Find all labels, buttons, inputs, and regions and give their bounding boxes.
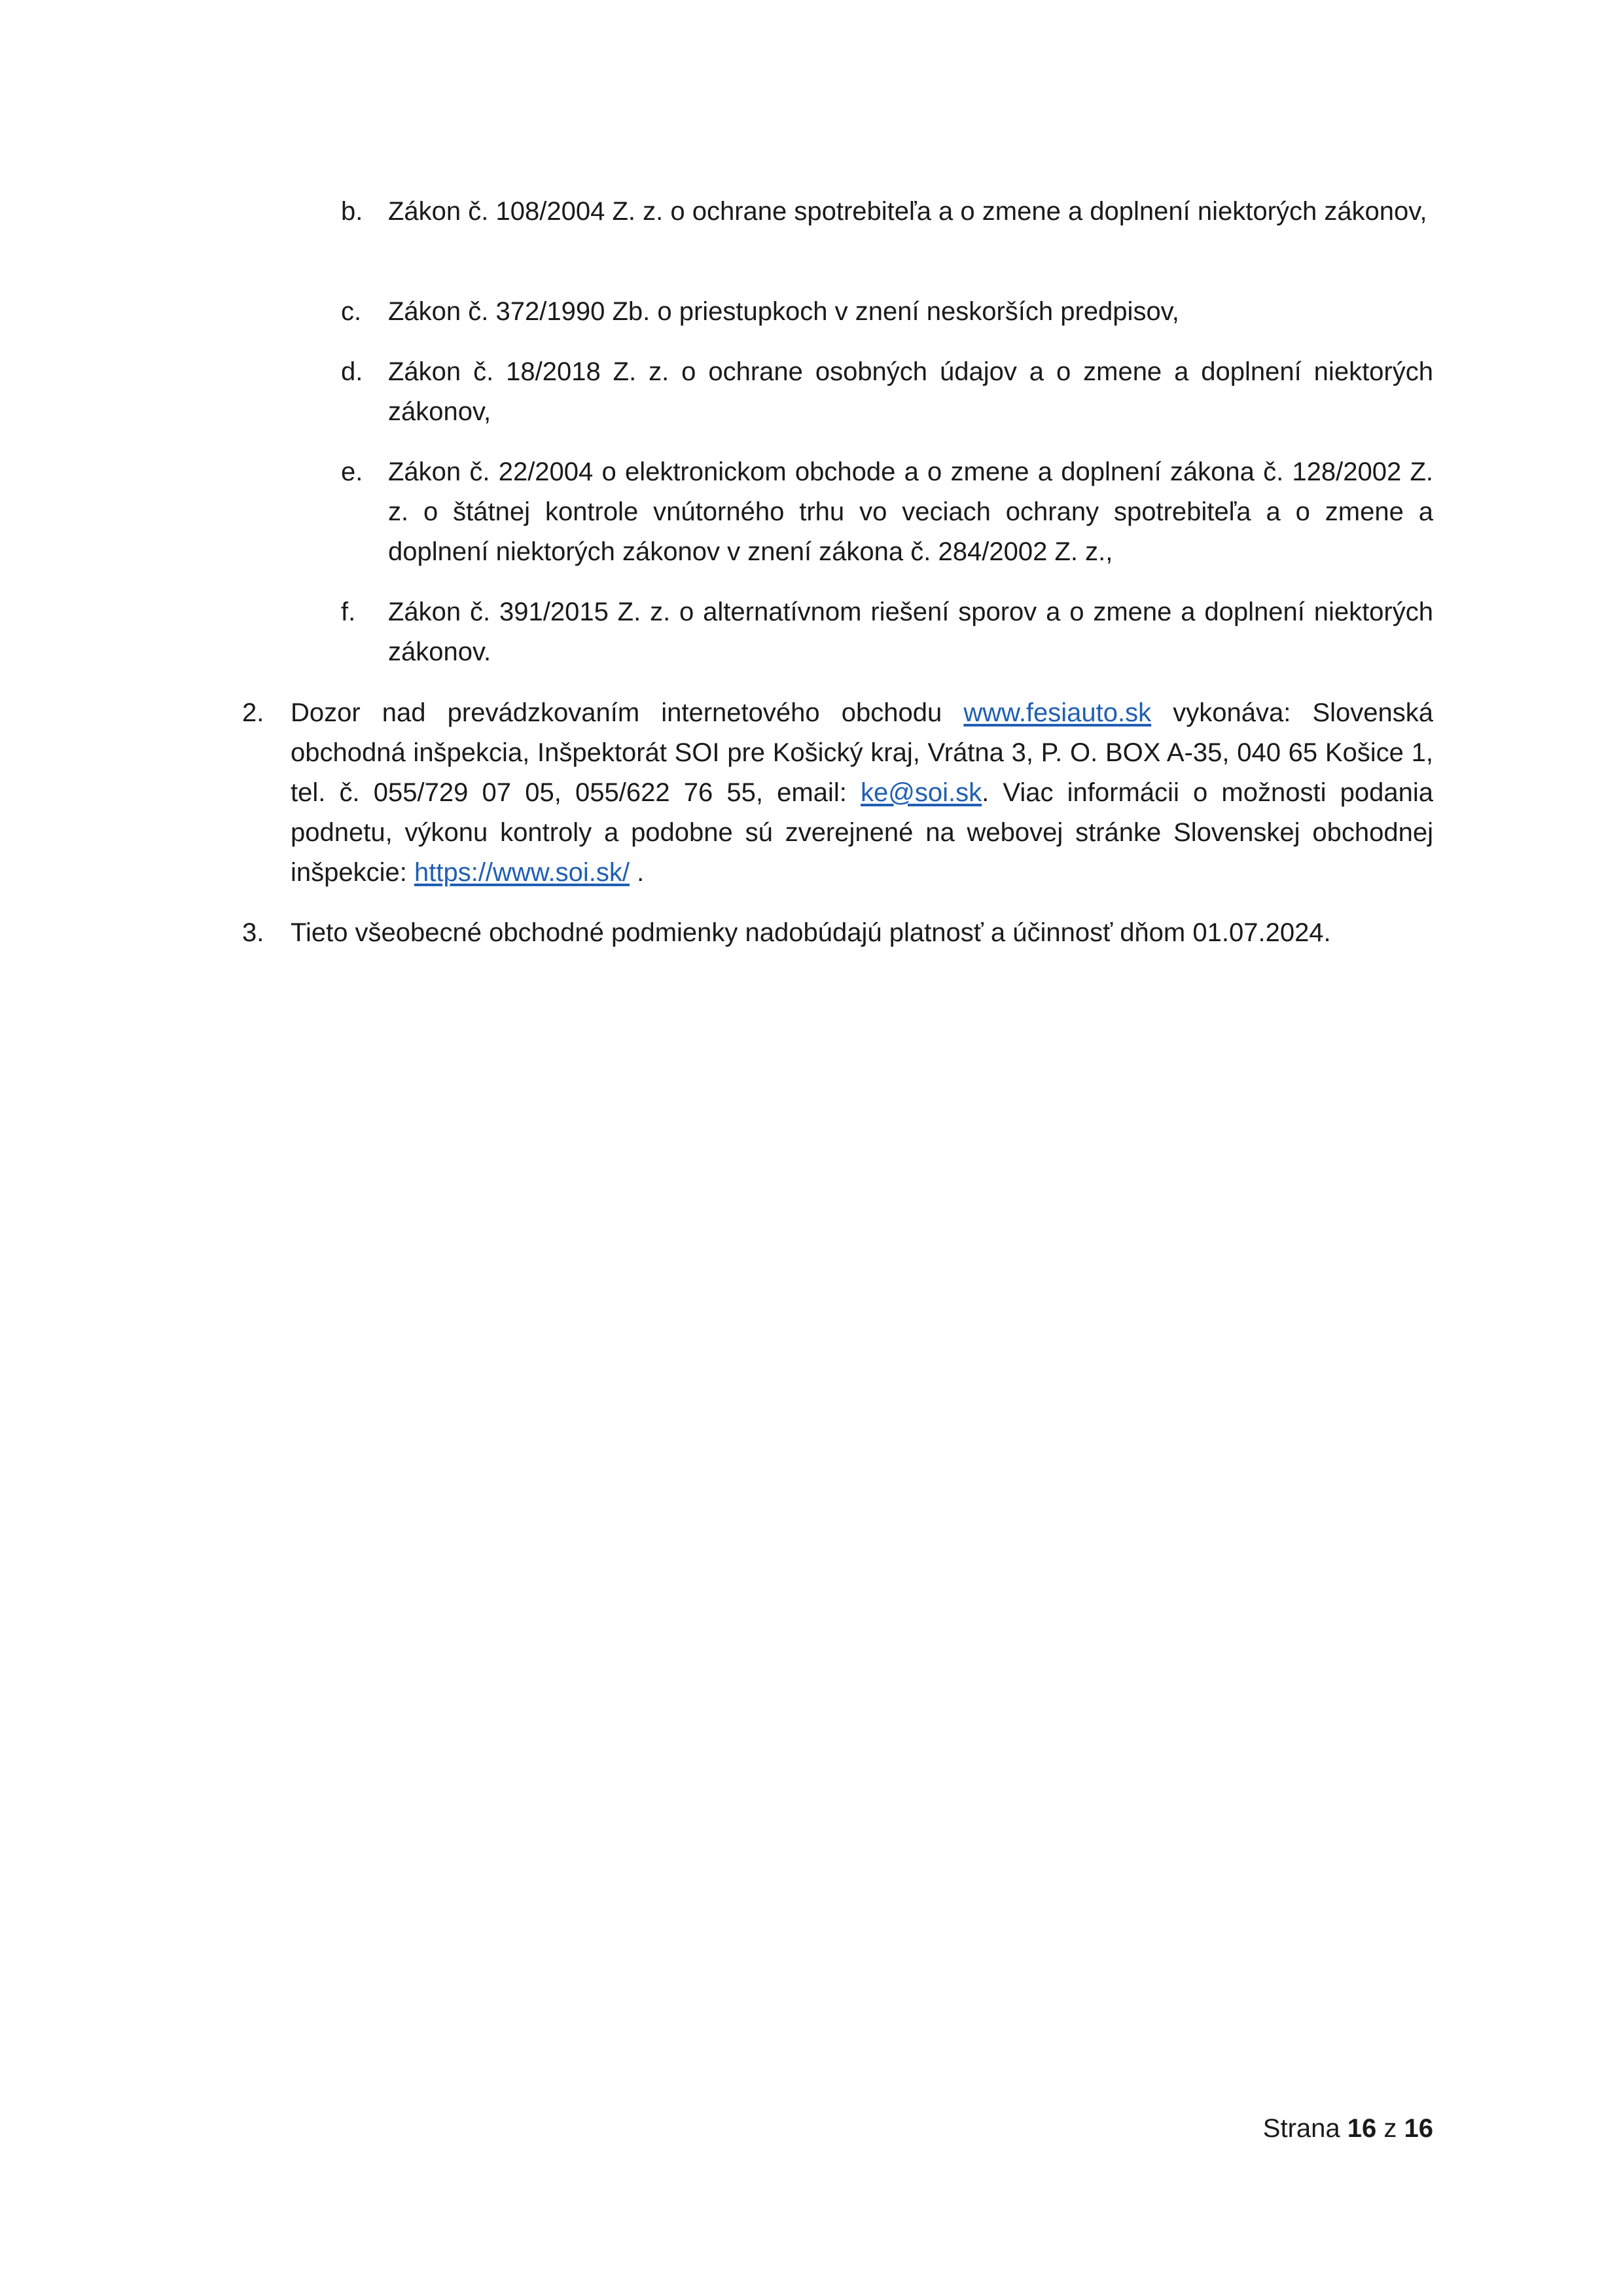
list-item-text: Zákon č. 108/2004 Z. z. o ochrane spotrebiteľa a o zmene a doplnení niektorých zákonov, <box>388 197 1427 226</box>
soi-website-link[interactable]: https://www.soi.sk/ <box>414 858 630 887</box>
list-item-text: Tieto všeobecné obchodné podmienky nadobúdajú platnosť a účinnosť dňom 01.07.2024. <box>291 918 1331 947</box>
page-footer <box>1263 2109 1433 2149</box>
email-link[interactable]: ke@soi.sk <box>861 778 982 807</box>
footer-prefix: Strana <box>1262 2114 1347 2143</box>
footer-page-number: 16 <box>1347 2114 1377 2143</box>
list-item-text: Zákon č. 391/2015 Z. z. o alternatívnom riešení sporov a o zmene a doplnení niektorých zákonov. <box>388 598 1433 666</box>
list-marker: d. <box>341 357 363 386</box>
item2-text-end: . <box>629 858 645 887</box>
fesiauto-link[interactable]: www.fesiauto.sk <box>963 698 1152 727</box>
footer-separator: z <box>1376 2114 1404 2143</box>
list-marker: 3. <box>242 918 264 947</box>
list-item-text <box>291 693 1433 893</box>
item2-text-more: . Viac informácii o možnosti podania podnetu, výkonu kontroly a podobne sú zverejnené na webovej stránke Slovenskej obchodnej inšpekcie: <box>291 778 1433 887</box>
list-marker: f. <box>341 598 356 626</box>
list-marker: c. <box>341 297 362 326</box>
footer-page-total: 16 <box>1404 2114 1433 2143</box>
item2-text-start: Dozor nad prevádzkovaním internetového obchodu <box>291 698 964 727</box>
list-item-text: Zákon č. 22/2004 o elektronickom obchode a o zmene a doplnení zákona č. 128/2002 Z. z. o štátnej kontrole vnútorného trhu vo veciach ochrany spotrebiteľa a o zmene a doplnení niektorých zákonov v znení zákona č. 284/2002 Z. z., <box>388 457 1433 566</box>
list-marker: 2. <box>242 698 264 727</box>
item2-text-middle: vykonáva: Slovenská obchodná inšpekcia, Inšpektorát SOI pre Košický kraj, Vrátna 3, P. O. BOX A-35, 040 65 Košice 1, tel. č. 055/729 07 05, 055/622 76 55, email: <box>291 698 1434 807</box>
list-item-text: Zákon č. 18/2018 Z. z. o ochrane osobných údajov a o zmene a doplnení niektorých zákonov, <box>388 357 1433 426</box>
list-marker: b. <box>341 197 363 226</box>
list-marker: e. <box>341 457 363 486</box>
list-item-text: Zákon č. 372/1990 Zb. o priestupkoch v znení neskorších predpisov, <box>388 297 1179 326</box>
